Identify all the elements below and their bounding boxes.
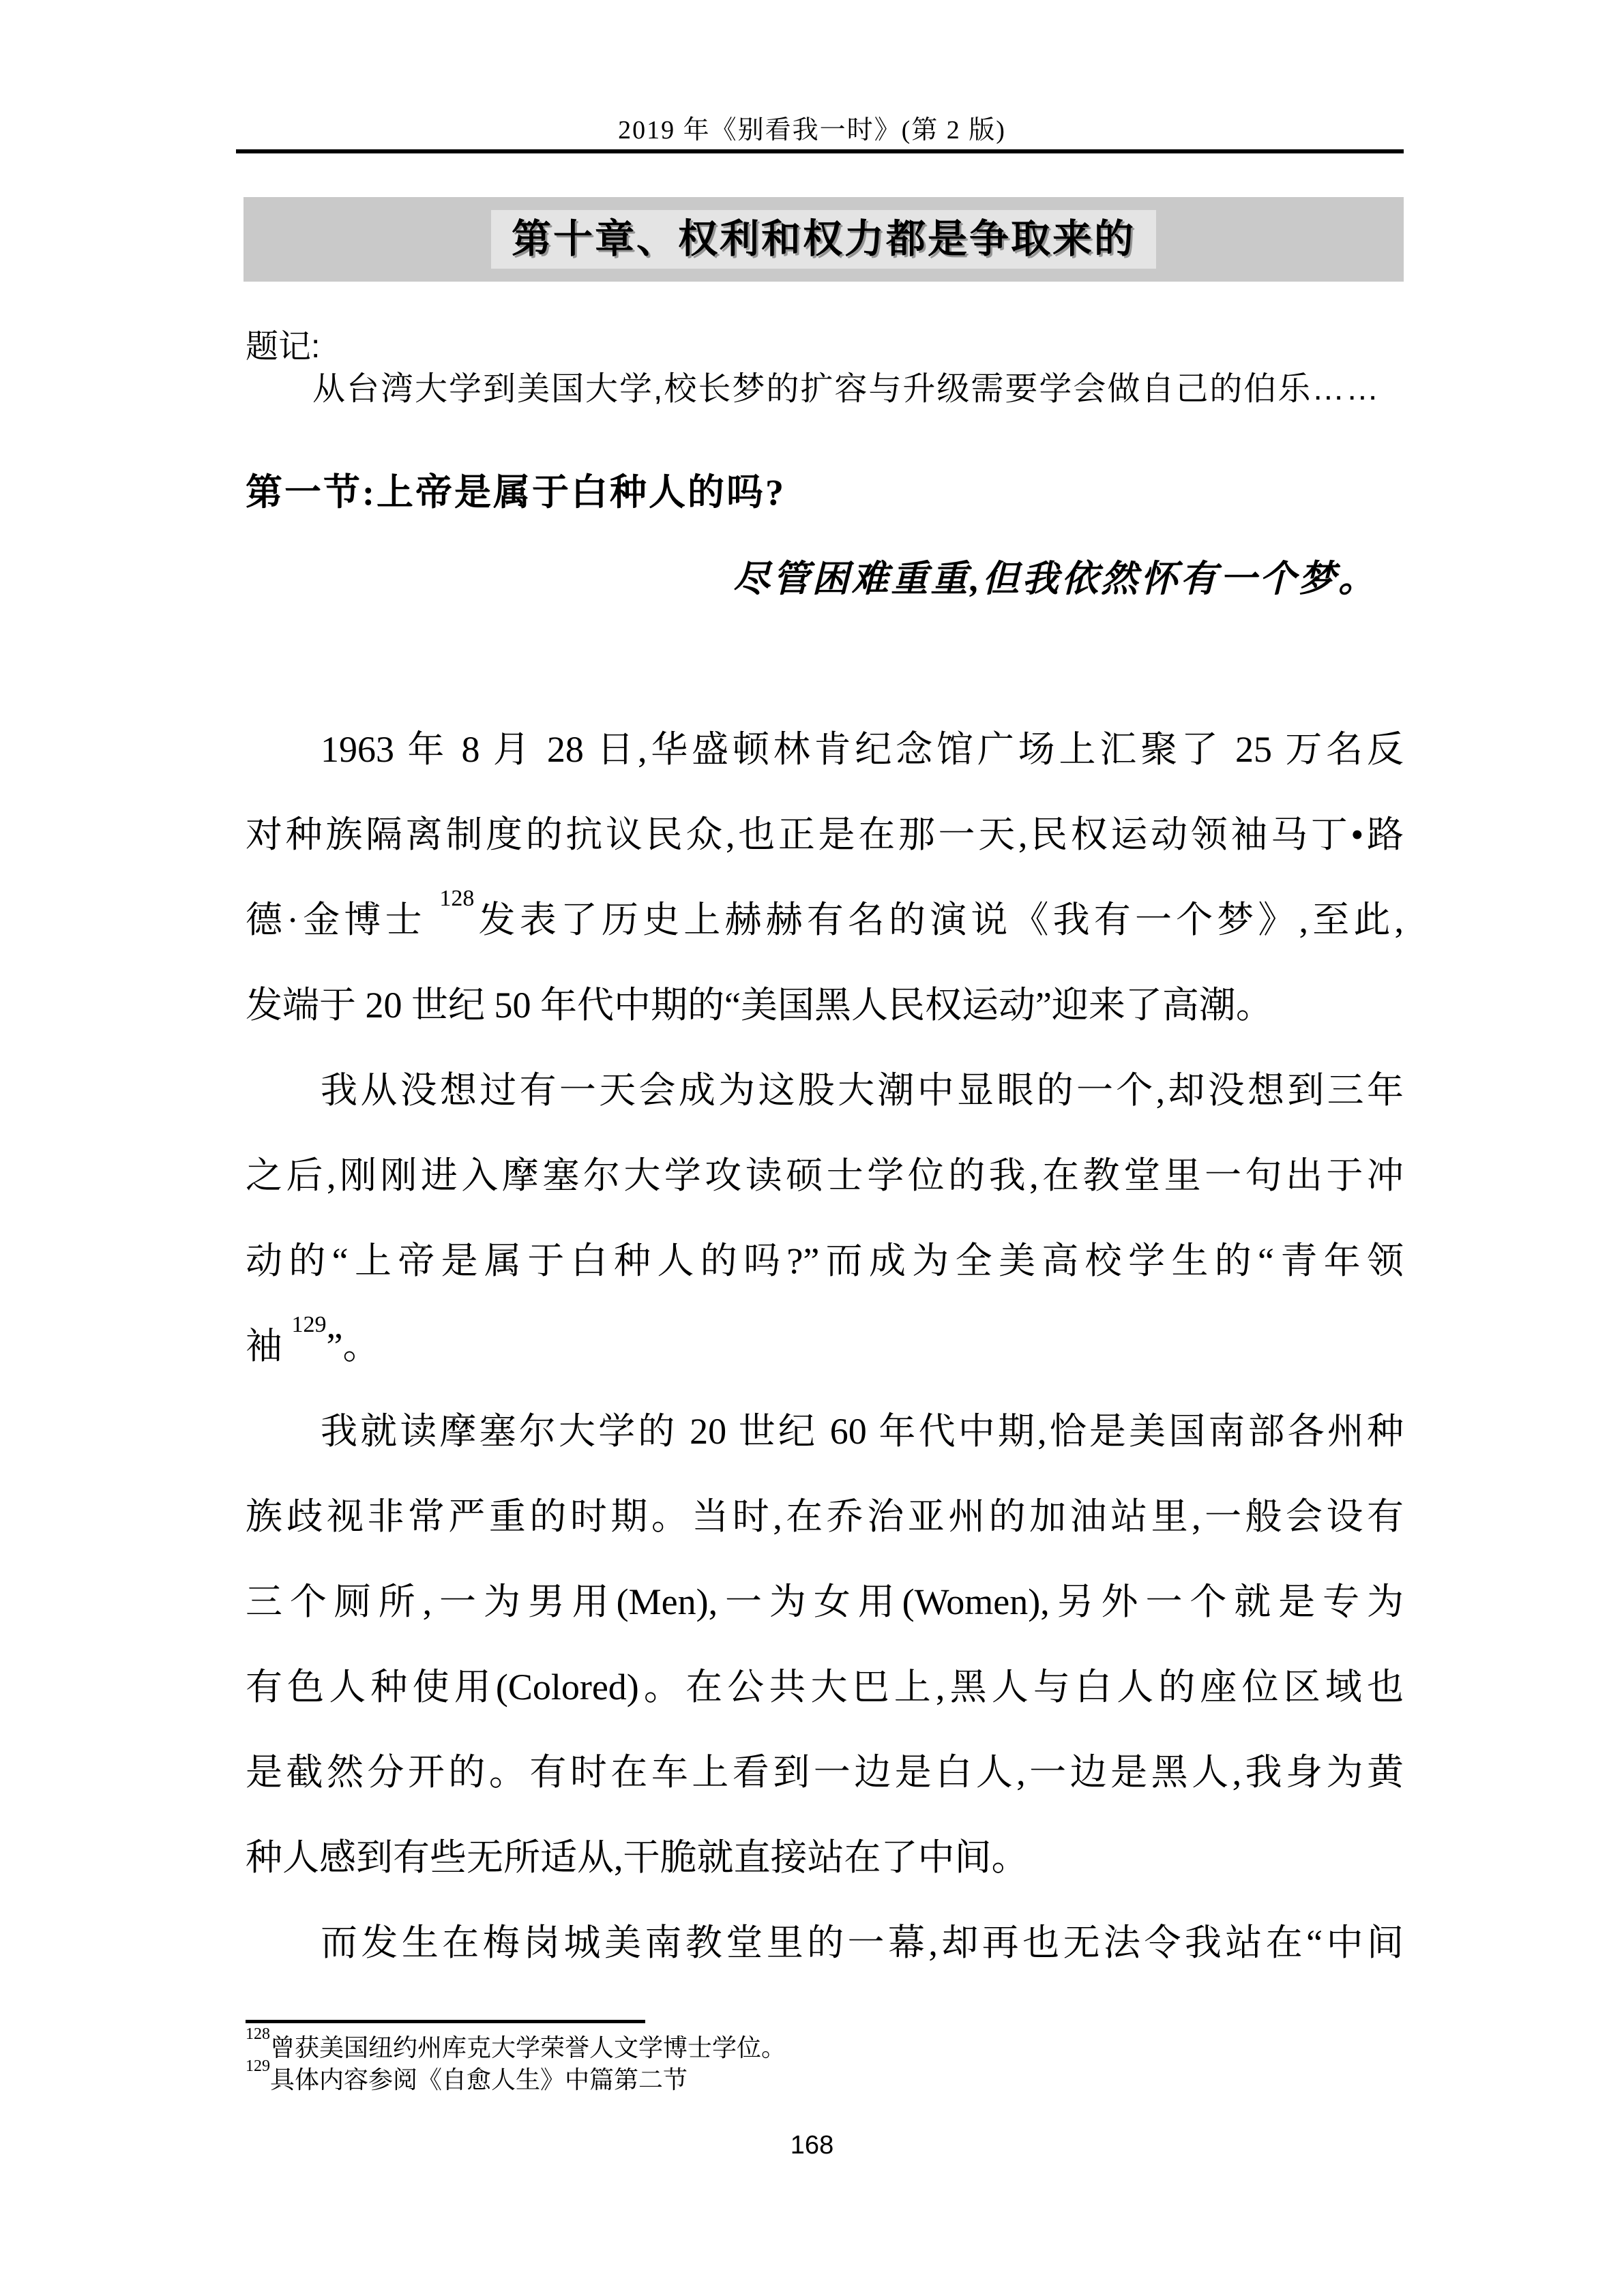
body-line: 对种族隔离制度的抗议民众,也正是在那一天,民权运动领袖马丁•路 xyxy=(246,814,1404,855)
chapter-title-band xyxy=(243,197,1404,282)
footnote-marker: 129 xyxy=(246,2057,270,2075)
body-text xyxy=(246,707,1404,1986)
body-line: 有色人种使用(Colored)。在公共大巴上,黑人与白人的座位区域也 xyxy=(246,1667,1404,1708)
header-rule xyxy=(236,149,1404,153)
page-number: 168 xyxy=(790,2131,834,2160)
footnotes xyxy=(246,2025,1419,2096)
section-heading: 第一节:上帝是属于白种人的吗? xyxy=(246,472,786,513)
body-line: 是截然分开的。有时在车上看到一边是白人,一边是黑人,我身为黄 xyxy=(246,1752,1404,1793)
footnote-marker: 128 xyxy=(246,2025,270,2043)
body-line: 族歧视非常严重的时期。当时,在乔治亚州的加油站里,一般会设有 xyxy=(246,1496,1404,1537)
footnote: $^{129}$具体内容参阅《自愈人生》中篇第二节 xyxy=(246,2057,688,2093)
footnote-reference: 128 xyxy=(439,886,475,911)
body-line: 动的“上帝是属于白种人的吗?”而成为全美高校学生的“青年领 xyxy=(246,1240,1404,1281)
body-line: 1963 年 8 月 28 日,华盛顿林肯纪念馆广场上汇聚了 25 万名反 xyxy=(321,729,1404,770)
footnote-separator xyxy=(246,2020,645,2023)
body-line: 发端于 20 世纪 50 年代中期的“美国黑人民权运动”迎来了高潮。 xyxy=(246,985,1273,1026)
footnote: $^{128}$曾获美国纽约州库克大学荣誉人文学博士学位。 xyxy=(246,2025,786,2061)
body-line: 而发生在梅岗城美南教堂里的一幕,却再也无法令我站在“中间 xyxy=(321,1922,1404,1963)
epigraph-quote: 尽管困难重重,但我依然怀有一个梦。 xyxy=(733,558,1378,599)
body-line: 袖 $^{129}$”。 xyxy=(246,1312,380,1367)
footnote-reference: 129 xyxy=(291,1312,327,1337)
body-line: 种人感到有些无所适从,干脆就直接站在了中间。 xyxy=(246,1837,1029,1878)
body-line: 三个厕所,一为男用(Men),一为女用(Women),另外一个就是专为 xyxy=(246,1581,1404,1622)
body-line: 我就读摩塞尔大学的 20 世纪 60 年代中期,恰是美国南部各州种 xyxy=(321,1411,1404,1452)
chapter-title: 第十章、权利和权力都是争取来的 xyxy=(491,210,1156,269)
running-header: 2019 年《别看我一时》(第 2 版) xyxy=(618,116,1006,145)
body-line: 德·金博士 $^{128}$发表了历史上赫赫有名的演说《我有一个梦》,至此, xyxy=(246,886,1404,940)
epigraph-label: 题记: xyxy=(246,329,321,365)
body-line: 我从没想过有一天会成为这股大潮中显眼的一个,却没想到三年 xyxy=(321,1070,1404,1111)
body-line: 之后,刚刚进入摩塞尔大学攻读硕士学位的我,在教堂里一句出于冲 xyxy=(246,1155,1404,1196)
epigraph-text: 从台湾大学到美国大学,校长梦的扩容与升级需要学会做自己的伯乐…… xyxy=(312,371,1381,407)
